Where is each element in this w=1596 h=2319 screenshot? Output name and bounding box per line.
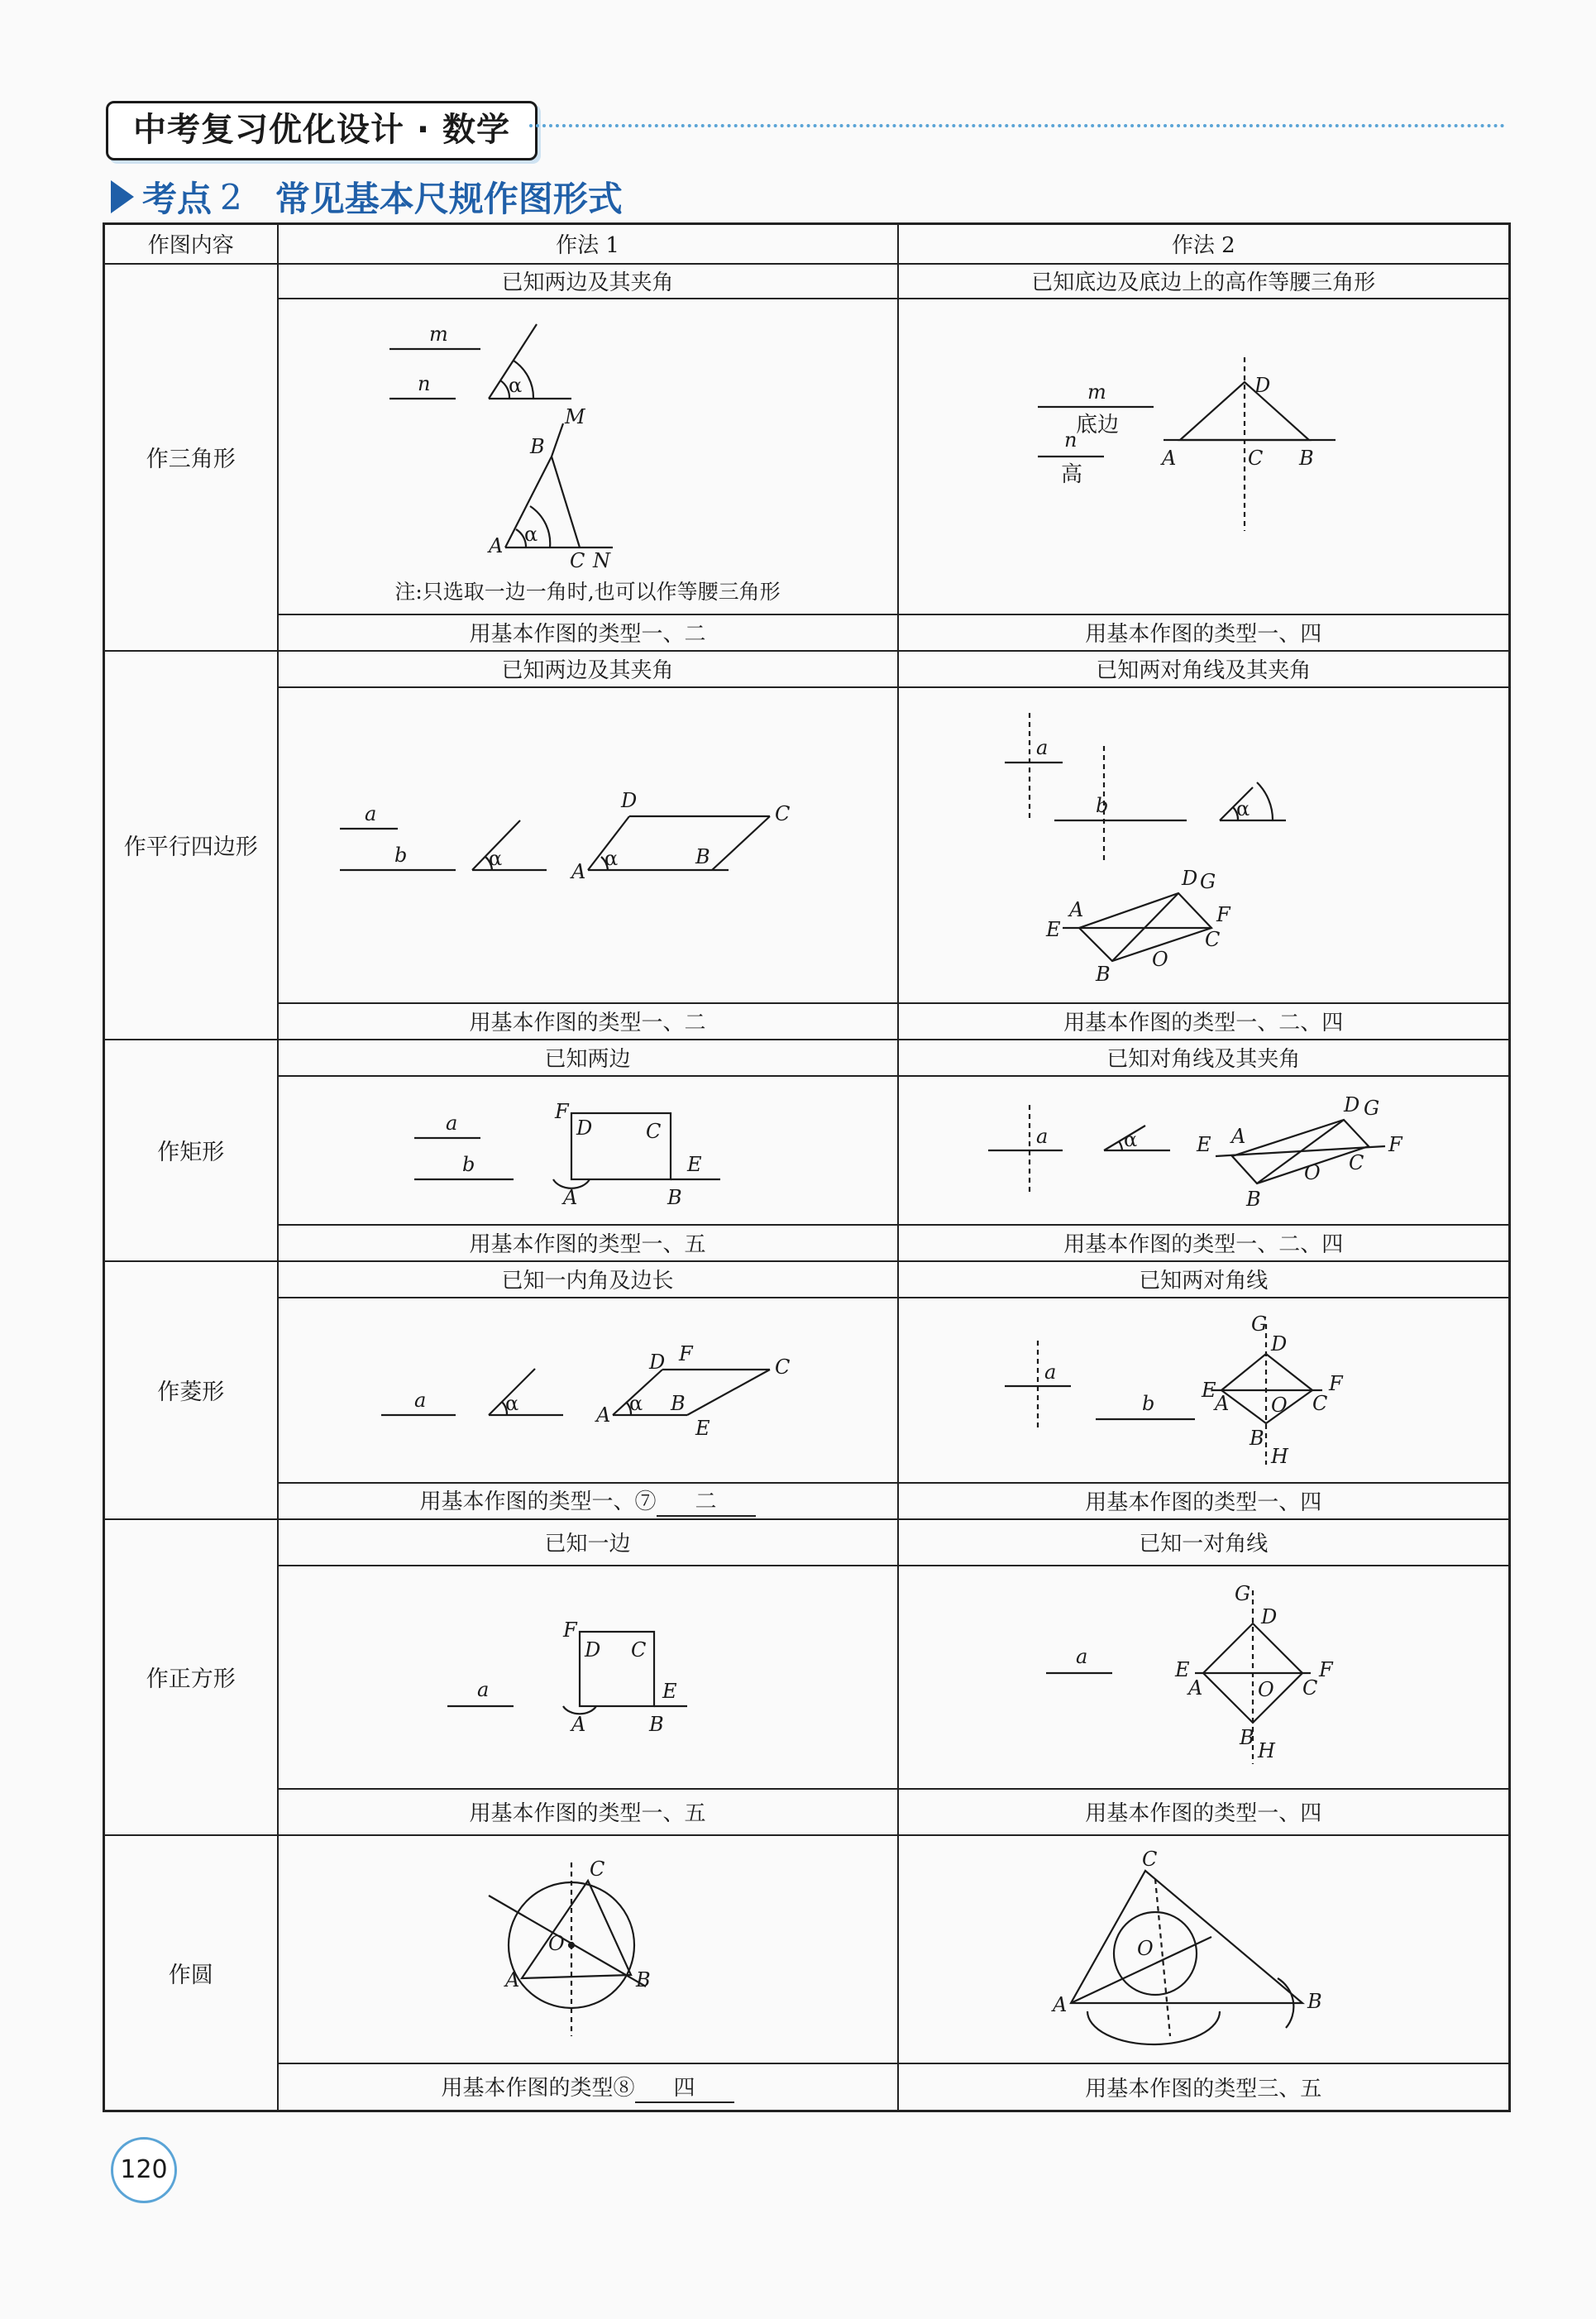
svg-text:E: E xyxy=(662,1679,677,1703)
circle-m1-footer: 用基本作图的类型⑧ 四 xyxy=(278,2063,898,2111)
rectangle-m1-figure-cell xyxy=(278,1076,898,1225)
svg-text:B: B xyxy=(529,434,545,458)
row-label-parallelogram: 作平行四边形 xyxy=(104,651,278,1040)
triangle-m2-figure-cell xyxy=(898,299,1510,614)
svg-text:C: C xyxy=(569,548,585,572)
svg-text:O: O xyxy=(547,1931,565,1955)
triangle-m2-condition: 已知底边及底边上的高作等腰三角形 xyxy=(898,264,1510,299)
svg-text:a: a xyxy=(476,1677,489,1701)
triangle-m1-figure-cell xyxy=(278,299,898,614)
svg-text:a: a xyxy=(413,1388,426,1412)
svg-text:D: D xyxy=(1254,373,1271,397)
circle-m2-footer: 用基本作图的类型三、五 xyxy=(898,2063,1510,2111)
svg-text:F: F xyxy=(1319,1657,1333,1681)
svg-text:α: α xyxy=(1124,1127,1138,1151)
svg-text:F: F xyxy=(1388,1132,1402,1156)
rhombus-m2-figure xyxy=(988,1308,1418,1473)
svg-text:B: B xyxy=(1307,1989,1322,2013)
svg-text:C: C xyxy=(1248,446,1264,470)
rhombus-m2-condition: 已知两对角线 xyxy=(898,1261,1510,1298)
svg-text:α: α xyxy=(508,373,522,397)
svg-text:α: α xyxy=(504,1391,518,1415)
svg-text:H: H xyxy=(1271,1444,1289,1468)
svg-text:C: C xyxy=(774,1355,790,1379)
svg-text:α: α xyxy=(488,846,502,870)
svg-text:G: G xyxy=(1364,1096,1380,1120)
svg-text:F: F xyxy=(554,1099,569,1123)
svg-text:A: A xyxy=(571,859,585,883)
svg-text:N: N xyxy=(592,548,610,572)
svg-text:A: A xyxy=(571,1712,585,1736)
svg-text:D: D xyxy=(1271,1332,1288,1356)
svg-text:a: a xyxy=(445,1111,457,1135)
svg-text:a: a xyxy=(1036,1124,1049,1148)
rectangle-m2-footer: 用基本作图的类型一、二、四 xyxy=(898,1225,1510,1261)
svg-text:D: D xyxy=(1261,1604,1278,1628)
triangle-m1-footer: 用基本作图的类型一、二 xyxy=(278,614,898,651)
square-m2-figure xyxy=(1030,1582,1377,1772)
svg-text:b: b xyxy=(461,1152,475,1176)
svg-text:C: C xyxy=(589,1857,604,1881)
svg-text:E: E xyxy=(1175,1657,1190,1681)
section-heading xyxy=(111,172,623,222)
svg-text:F: F xyxy=(678,1341,693,1365)
svg-text:O: O xyxy=(1137,1936,1154,1960)
svg-text:a: a xyxy=(1076,1644,1088,1668)
svg-text:E: E xyxy=(695,1416,710,1440)
rectangle-m2-figure xyxy=(980,1088,1426,1212)
parallelogram-m1-figure-cell xyxy=(278,687,898,1003)
svg-text:A: A xyxy=(504,1968,519,1991)
rhombus-m1-figure-cell xyxy=(278,1298,898,1483)
svg-text:A: A xyxy=(1162,446,1177,470)
svg-text:B: B xyxy=(695,844,710,868)
circle-m2-figure xyxy=(1038,1846,1369,2053)
svg-text:a: a xyxy=(1036,735,1049,759)
rhombus-m1-answer-blank: 二 xyxy=(657,1485,756,1517)
svg-text:O: O xyxy=(1304,1160,1321,1184)
svg-text:C: C xyxy=(1302,1676,1318,1700)
svg-text:E: E xyxy=(1202,1378,1216,1402)
svg-text:B: B xyxy=(1299,446,1314,470)
svg-text:C: C xyxy=(1312,1391,1328,1415)
triangle-m1-condition: 已知两边及其夹角 xyxy=(278,264,898,299)
rectangle-m1-figure xyxy=(406,1088,770,1212)
section-title: 常见基本尺规作图形式 xyxy=(275,179,623,219)
svg-text:E: E xyxy=(1197,1132,1211,1156)
svg-text:α: α xyxy=(628,1391,643,1415)
header-method-2: 作法 2 xyxy=(898,224,1510,264)
square-m1-condition: 已知一边 xyxy=(278,1519,898,1566)
svg-text:G: G xyxy=(1251,1312,1268,1336)
svg-text:D: D xyxy=(576,1116,592,1140)
svg-text:D: D xyxy=(648,1350,665,1374)
svg-text:B: B xyxy=(1246,1187,1261,1211)
parallelogram-m2-figure-cell xyxy=(898,687,1510,1003)
svg-text:B: B xyxy=(635,1968,651,1991)
svg-text:O: O xyxy=(1271,1393,1288,1417)
svg-text:C: C xyxy=(774,801,790,825)
svg-text:α: α xyxy=(604,846,618,870)
rhombus-m1-figure xyxy=(373,1332,803,1448)
svg-text:A: A xyxy=(1188,1676,1203,1700)
square-m1-footer: 用基本作图的类型一、五 xyxy=(278,1789,898,1835)
parallelogram-m2-figure xyxy=(972,705,1435,986)
svg-text:B: B xyxy=(1250,1426,1264,1450)
svg-text:A: A xyxy=(488,533,503,557)
circle-m1-figure xyxy=(456,1846,720,2053)
svg-text:M: M xyxy=(564,404,585,428)
svg-text:A: A xyxy=(562,1185,577,1209)
svg-text:D: D xyxy=(1344,1093,1360,1116)
rectangle-m2-figure-cell xyxy=(898,1076,1510,1225)
parallelogram-m2-footer: 用基本作图的类型一、二、四 xyxy=(898,1003,1510,1040)
svg-text:A: A xyxy=(1053,1992,1068,2016)
svg-text:C: C xyxy=(1142,1847,1158,1871)
construction-table xyxy=(103,222,1511,2112)
svg-text:a: a xyxy=(1044,1360,1057,1384)
circle-m1-figure-cell xyxy=(278,1835,898,2063)
svg-text:A: A xyxy=(1069,897,1084,921)
svg-text:B: B xyxy=(667,1185,682,1209)
section-number: 2 xyxy=(220,176,242,218)
svg-text:n: n xyxy=(1064,428,1078,452)
header-content: 作图内容 xyxy=(104,224,278,264)
svg-text:b: b xyxy=(394,843,407,867)
svg-text:B: B xyxy=(670,1391,686,1415)
svg-text:F: F xyxy=(1216,902,1230,926)
svg-text:H: H xyxy=(1258,1738,1276,1762)
svg-text:m: m xyxy=(1087,380,1107,404)
svg-text:a: a xyxy=(364,801,376,825)
rhombus-m2-figure-cell xyxy=(898,1298,1510,1483)
svg-text:底边: 底边 xyxy=(1076,412,1120,438)
triangle-m2-footer: 用基本作图的类型一、四 xyxy=(898,614,1510,651)
square-m2-footer: 用基本作图的类型一、四 xyxy=(898,1789,1510,1835)
square-m2-condition: 已知一对角线 xyxy=(898,1519,1510,1566)
svg-text:b: b xyxy=(1096,793,1109,817)
rectangle-m1-footer: 用基本作图的类型一、五 xyxy=(278,1225,898,1261)
svg-text:m: m xyxy=(428,322,448,346)
svg-text:B: B xyxy=(648,1712,664,1736)
svg-text:C: C xyxy=(1349,1150,1364,1174)
parallelogram-m2-condition: 已知两对角线及其夹角 xyxy=(898,651,1510,687)
triangle-m1-note: 注:只选取一边一角时,也可以作等腰三角形 xyxy=(394,579,781,604)
rhombus-m1-condition: 已知一内角及边长 xyxy=(278,1261,898,1298)
square-m1-figure xyxy=(439,1607,737,1748)
svg-text:D: D xyxy=(620,788,637,812)
circle-m2-figure-cell xyxy=(898,1835,1510,2063)
section-arrow-icon xyxy=(111,180,134,213)
rhombus-m2-footer: 用基本作图的类型一、四 xyxy=(898,1483,1510,1519)
triangle-m2-figure xyxy=(972,349,1435,564)
svg-text:α: α xyxy=(1236,796,1250,820)
row-label-rectangle: 作矩形 xyxy=(104,1040,278,1261)
page-number: 120 xyxy=(111,2137,177,2203)
svg-text:高: 高 xyxy=(1061,461,1083,487)
row-label-square: 作正方形 xyxy=(104,1519,278,1835)
svg-text:B: B xyxy=(1096,962,1111,986)
svg-text:C: C xyxy=(630,1638,646,1662)
table-header-row xyxy=(104,224,1510,264)
svg-text:A: A xyxy=(595,1403,610,1427)
svg-text:b: b xyxy=(1142,1391,1155,1415)
parallelogram-m1-condition: 已知两边及其夹角 xyxy=(278,651,898,687)
book-title: 中考复习优化设计 · 数学 xyxy=(106,101,538,160)
svg-text:C: C xyxy=(1205,927,1221,951)
rectangle-m2-condition: 已知对角线及其夹角 xyxy=(898,1040,1510,1076)
svg-text:F: F xyxy=(562,1618,577,1642)
svg-text:E: E xyxy=(1046,917,1061,941)
rhombus-m1-footer: 用基本作图的类型一、⑦ 二 xyxy=(278,1483,898,1519)
svg-text:A: A xyxy=(1215,1391,1230,1415)
row-label-circle: 作圆 xyxy=(104,1835,278,2111)
circle-m1-answer-blank: 四 xyxy=(635,2071,734,2103)
svg-text:F: F xyxy=(1329,1371,1343,1395)
svg-text:n: n xyxy=(417,371,430,395)
svg-text:D: D xyxy=(1182,866,1198,890)
header-method-1: 作法 1 xyxy=(278,224,898,264)
section-label: 考点 xyxy=(142,179,213,219)
svg-text:G: G xyxy=(1235,1581,1251,1605)
triangle-m1-figure xyxy=(356,308,820,572)
row-label-triangle: 作三角形 xyxy=(104,264,278,651)
svg-text:E: E xyxy=(686,1152,702,1176)
svg-text:G: G xyxy=(1200,869,1216,893)
svg-text:A: A xyxy=(1231,1124,1246,1148)
square-m1-figure-cell xyxy=(278,1566,898,1789)
svg-text:α: α xyxy=(523,522,538,546)
header-dotted-rule xyxy=(529,124,1505,127)
svg-text:B: B xyxy=(1240,1725,1254,1749)
rectangle-m1-condition: 已知两边 xyxy=(278,1040,898,1076)
parallelogram-m1-footer: 用基本作图的类型一、二 xyxy=(278,1003,898,1040)
svg-text:C: C xyxy=(645,1119,661,1143)
row-label-rhombus: 作菱形 xyxy=(104,1261,278,1519)
svg-text:D: D xyxy=(584,1638,600,1662)
square-m2-figure-cell xyxy=(898,1566,1510,1789)
svg-text:O: O xyxy=(1152,947,1168,971)
parallelogram-m1-figure xyxy=(332,787,844,903)
svg-text:O: O xyxy=(1258,1677,1274,1701)
